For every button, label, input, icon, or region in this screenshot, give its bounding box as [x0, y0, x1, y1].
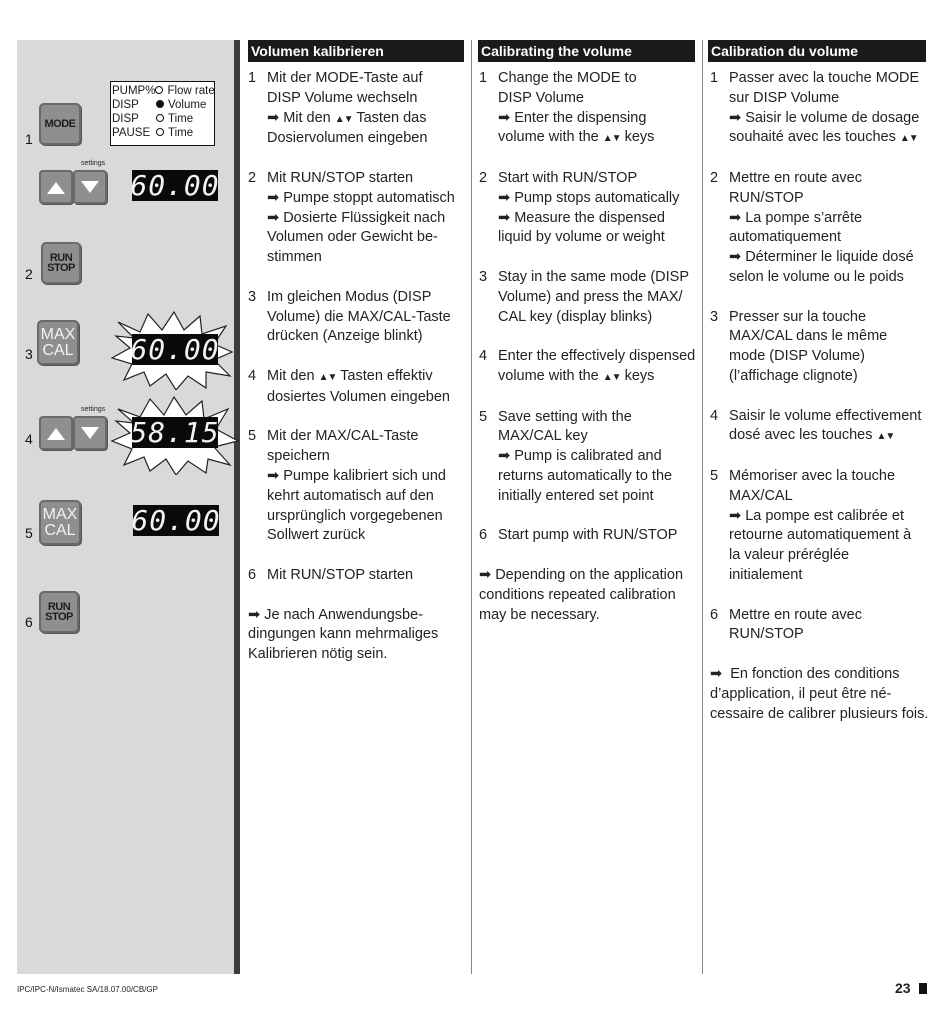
radio-empty-icon [156, 114, 164, 122]
cal-label: CAL [42, 341, 74, 359]
step-number: 5 [25, 525, 33, 541]
up-down-keys-icon: ▲▼ [318, 371, 337, 383]
note: ➡ Je nach Anwendungsbe- dingungen kann mehrmaliges Kalibrieren nötig sein. [248, 606, 439, 663]
arrow-right-icon: ➡ [710, 665, 723, 682]
radio-empty-icon [155, 86, 163, 94]
stop-label: STOP [45, 611, 73, 623]
step-item: 6 Start pump with RUN/STOP [479, 527, 678, 544]
triangle-up-icon [39, 416, 73, 450]
english-column [479, 69, 699, 645]
mode-row [112, 98, 214, 112]
step-item: 3 Stay in the same mode (DISP Volume) and press the MAX/ CAL key (display blinks) [479, 268, 689, 325]
step-item: 2 Mit RUN/STOP starten ➡ Pumpe stoppt automatisch ➡ Dosierte Flüssigkeit nach Volumen oder Gewicht be- stimmen [248, 169, 455, 266]
arrow-right-icon: ➡ [248, 606, 261, 623]
mode-value: Time [168, 113, 194, 125]
settings-label: settings [81, 406, 106, 413]
step-item: 4 Enter the effectively dispensed volume with the ▲▼ keys [479, 348, 696, 384]
mode-selection-box [110, 81, 215, 146]
lcd-display: 60.00 [130, 169, 220, 202]
step-number: 4 [25, 431, 33, 447]
up-down-keys-icon: ▲▼ [602, 133, 621, 145]
page-number: 23 [895, 980, 911, 996]
up-down-keys-icon: ▲▼ [602, 371, 621, 383]
step-item: 6 Mit RUN/STOP starten [248, 566, 414, 583]
arrow-right-icon: ➡ [479, 566, 492, 583]
step-item: 5 Mit der MAX/CAL-Taste speichern ➡ Pumpe kalibriert sich und kehrt automatisch auf den ursprünglich vorgegebenen Sollwert zurück [248, 428, 446, 544]
max-label: MAX [42, 506, 78, 524]
step-item: 5 Save setting with the MAX/CAL key ➡ Pump is calibrated and returns automatically to the initially entered set point [479, 408, 673, 504]
settings-label: settings [81, 160, 106, 167]
step-item: 1 Change the MODE to DISP Volume ➡ Enter the dispensing volume with the ▲▼ keys [479, 70, 655, 146]
up-down-keys-icon: ▲▼ [876, 431, 895, 443]
step-item: 3 Im gleichen Modus (DISP Volume) die MAX/CAL-Taste drücken (Anzeige blinkt) [248, 288, 451, 345]
up-down-keys-icon: ▲▼ [334, 113, 353, 125]
panel-divider [234, 40, 240, 974]
mode-row [112, 112, 214, 126]
run-stop-key[interactable] [41, 242, 81, 284]
up-down-keys-icon: ▲▼ [899, 133, 918, 145]
german-heading: Volumen kalibrieren [248, 40, 464, 62]
run-label: RUN [47, 600, 71, 613]
down-key[interactable] [73, 170, 107, 204]
step-item: 1 Mit der MODE-Taste auf DISP Volume wechseln ➡ Mit den ▲▼ Tasten das Dosiervolumen eingeben [248, 70, 428, 147]
step-item: 4 Mit den ▲▼ Tasten effektiv dosiertes Volumen eingeben [248, 367, 450, 405]
mode-value: Volume [168, 99, 207, 111]
max-label: MAX [40, 326, 76, 344]
step-item: 1 Passer avec la touche MODE sur DISP Volume ➡ Saisir le volume de dosage souhaité avec les touches ▲▼ [710, 70, 920, 146]
triangle-down-icon [73, 170, 107, 204]
mode-value: Flow rate [167, 85, 215, 97]
run-label: RUN [49, 251, 73, 264]
lcd-display-blinking: 58.15 [130, 416, 220, 449]
mode-row [112, 126, 214, 140]
cal-label: CAL [44, 521, 76, 539]
run-stop-key[interactable] [39, 591, 79, 633]
french-heading: Calibration du volume [708, 40, 926, 62]
stop-label: STOP [47, 262, 75, 274]
step-item: 5 Mémoriser avec la touche MAX/CAL ➡ La pompe est calibrée et retourne automatiquement à la valeur préréglée initialement [710, 467, 912, 583]
note: ➡ En fonction des conditions d’application, il peut être né- cessaire de calibrer plusieurs fois. [710, 665, 929, 722]
triangle-down-icon [73, 416, 107, 450]
mode-label: DISP [112, 99, 139, 111]
mode-value: Time [168, 127, 194, 139]
step-number: 1 [25, 131, 33, 147]
step-item: 4 Saisir le volume effectivement dosé avec les touches ▲▼ [710, 407, 922, 444]
mode-label: DISP [112, 113, 139, 125]
french-column [710, 69, 932, 744]
up-key[interactable] [39, 416, 73, 450]
mode-label: PUMP% [112, 85, 156, 97]
mode-row [112, 84, 214, 98]
triangle-up-icon [39, 170, 73, 204]
column-divider [702, 40, 703, 974]
mode-label: PAUSE [112, 127, 151, 139]
max-cal-key[interactable] [39, 500, 81, 545]
lcd-display-blinking: 60.00 [130, 333, 220, 366]
mode-key-label: MODE [44, 117, 76, 130]
german-column [248, 69, 468, 685]
lcd-display: 60.00 [131, 504, 221, 537]
mode-key[interactable] [39, 103, 81, 145]
column-divider [471, 40, 472, 974]
step-number: 2 [25, 266, 33, 282]
step-number: 3 [25, 346, 33, 362]
step-item: 6 Mettre en route avec RUN/STOP [710, 606, 862, 643]
step-number: 6 [25, 614, 33, 630]
page-marker [919, 983, 927, 994]
down-key[interactable] [73, 416, 107, 450]
english-heading: Calibrating the volume [478, 40, 695, 62]
radio-filled-icon [156, 100, 164, 108]
step-item: 2 Start with RUN/STOP ➡ Pump stops automatically ➡ Measure the dispensed liquid by volume or weight [479, 169, 680, 246]
up-key[interactable] [39, 170, 73, 204]
document-code: IPC/IPC-N/Ismatec SA/18.07.00/CB/GP [17, 985, 158, 994]
radio-empty-icon [156, 128, 164, 136]
step-item: 3 Presser sur la touche MAX/CAL dans le même mode (DISP Volume) (l’affichage clignote) [710, 308, 888, 384]
note: ➡ Depending on the application conditions repeated calibration may be necessary. [479, 566, 684, 623]
step-item: 2 Mettre en route avec RUN/STOP ➡ La pompe s’arrête automatiquement ➡ Déterminer le liquide dosé selon le volume ou le poids [710, 169, 914, 285]
max-cal-key[interactable] [37, 320, 79, 365]
